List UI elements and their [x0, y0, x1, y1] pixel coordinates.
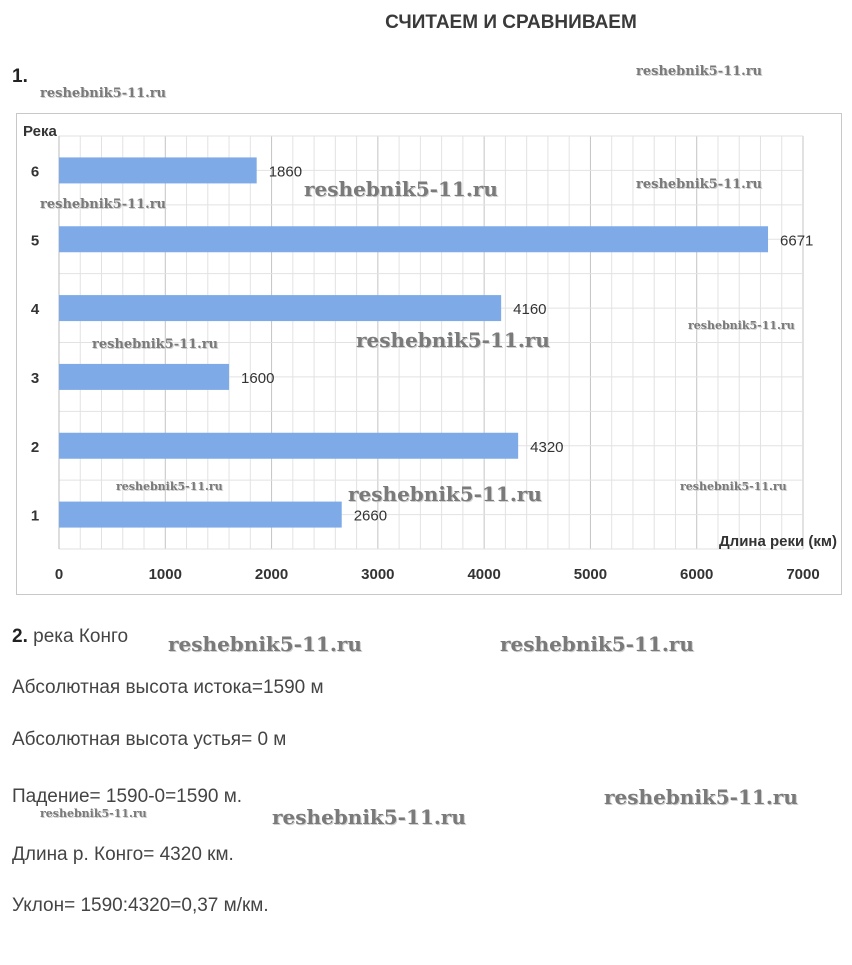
fall-line: Падение= 1590-0=1590 м.: [12, 786, 243, 807]
y-tick-label: 2: [30, 438, 40, 456]
watermark: reshebnik5-11.ru: [92, 337, 219, 352]
data-label: 1860: [268, 163, 303, 181]
watermark: reshebnik5-11.ru: [356, 328, 550, 352]
x-tick-label: 1000: [148, 566, 182, 583]
page-title: СЧИТАЕМ И СРАВНИВАЕМ: [385, 12, 637, 33]
bar: [59, 295, 501, 321]
watermark: reshebnik5-11.ru: [304, 177, 498, 201]
x-tick-label: 3000: [361, 566, 395, 583]
x-tick-label: 6000: [680, 566, 714, 583]
task-1-number: 1.: [12, 66, 28, 87]
watermark: reshebnik5-11.ru: [604, 785, 798, 809]
watermark: reshebnik5-11.ru: [636, 64, 763, 79]
y-tick-label: 3: [30, 369, 40, 387]
mouth-altitude-line: Абсолютная высота устья= 0 м: [12, 729, 287, 750]
watermark: reshebnik5-11.ru: [688, 319, 795, 332]
bar: [59, 364, 229, 390]
bar: [59, 226, 768, 252]
length-line: Длина р. Конго= 4320 км.: [12, 844, 234, 865]
watermark: reshebnik5-11.ru: [116, 480, 223, 493]
watermark: reshebnik5-11.ru: [168, 632, 362, 656]
x-tick-label: 4000: [467, 566, 501, 583]
watermark: reshebnik5-11.ru: [40, 807, 147, 820]
bar: [59, 433, 518, 459]
data-label: 1600: [241, 369, 275, 387]
y-tick-label: 6: [30, 163, 40, 181]
x-tick-label: 7000: [786, 566, 820, 583]
data-label: 2660: [353, 507, 388, 525]
source-altitude-line: Абсолютная высота истока=1590 м: [12, 677, 324, 698]
task-2-title: река Конго: [33, 626, 129, 647]
task-2-number: 2.: [12, 626, 28, 647]
watermark: reshebnik5-11.ru: [636, 177, 763, 192]
x-tick-label: 5000: [573, 566, 608, 583]
x-tick-label: 0: [54, 566, 64, 583]
task-2-heading: [12, 626, 128, 648]
watermark: reshebnik5-11.ru: [348, 482, 542, 506]
watermark: reshebnik5-11.ru: [40, 197, 167, 212]
y-tick-label: 1: [30, 507, 40, 525]
bar: [59, 502, 342, 528]
bar: [59, 157, 257, 183]
watermark: reshebnik5-11.ru: [500, 632, 694, 656]
data-label: 4160: [513, 301, 547, 319]
y-tick-label: 4: [30, 301, 40, 319]
slope-line: Уклон= 1590:4320=0,37 м/км.: [12, 895, 269, 916]
x-axis-title: Длина реки (км): [718, 533, 837, 550]
watermark: reshebnik5-11.ru: [272, 805, 466, 829]
y-tick-label: 5: [30, 232, 40, 250]
data-label: 6671: [780, 232, 814, 250]
watermark: reshebnik5-11.ru: [40, 86, 167, 101]
x-tick-label: 2000: [254, 566, 289, 583]
watermark: reshebnik5-11.ru: [680, 480, 787, 493]
y-axis-title: Река: [23, 123, 57, 140]
data-label: 4320: [530, 438, 564, 456]
